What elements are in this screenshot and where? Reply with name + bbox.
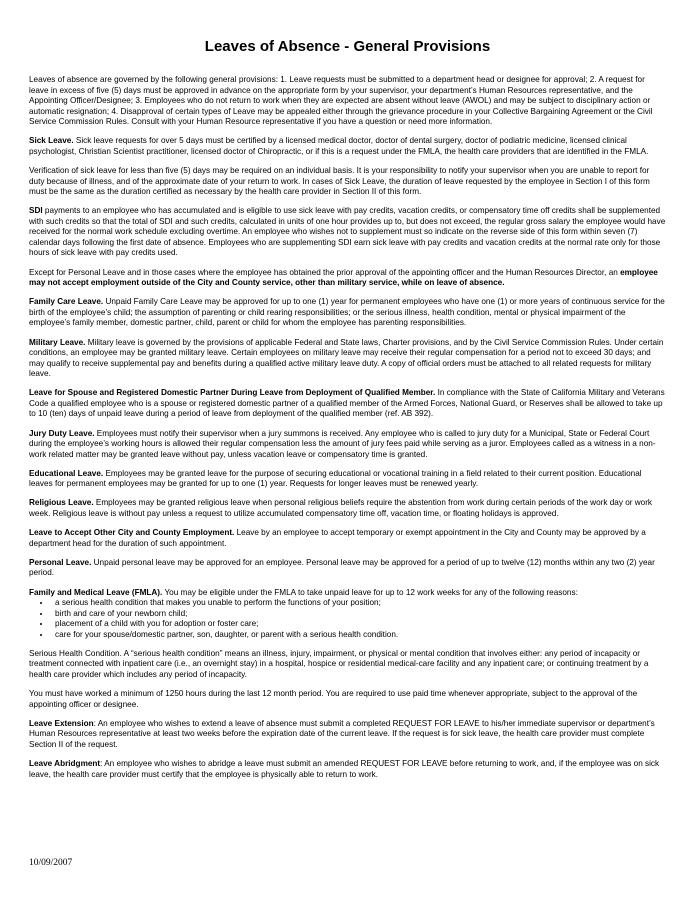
- paragraph-educational: [29, 469, 666, 490]
- leave-extension-heading: Leave Extension: [29, 718, 94, 728]
- spouse-partner-heading: Leave for Spouse and Registered Domestic Partner During Leave from Deployment of Qualified Member.: [29, 388, 436, 398]
- military-heading: Military Leave.: [29, 337, 86, 347]
- paragraph-military: [29, 338, 666, 380]
- document-title: Leaves of Absence - General Provisions: [204, 38, 491, 55]
- paragraph-outside-employment: [29, 268, 666, 289]
- sdi-heading: SDI: [29, 206, 43, 216]
- paragraph-jury-duty: [29, 429, 666, 461]
- outside-employment-text: Except for Personal Leave and in those cases where the employee has obtained the prior approval of the appointing officer and the Human Resources Director, an: [29, 267, 621, 277]
- list-item: • placement of a child with you for adoption or foster care;: [51, 619, 666, 630]
- paragraph-personal: [29, 558, 666, 579]
- educational-text: Employees may be granted leave for the purpose of securing educational or vocational training in a field related to their current position. Educational leaves for permanent employees may be granted for up to one (1) year. Requests for longer leaves must be renewed yearly.: [29, 468, 642, 489]
- list-item: • a serious health condition that makes you unable to perform the functions of your position;: [51, 598, 666, 609]
- fmla-reasons-list: [29, 598, 666, 640]
- sdi-text: payments to an employee who has accumulated and is eligible to use sick leave with pay credits, vacation credits, or compensatory time off credits shall be supplemented with such credits so that the total of SDI and such credits, calculated in units of one hour provides up to, but does not exceed, the regular gross salary the employee would have received for the normal work schedule excluding overtime. An employee who wishes not to supplement must so indicate on the reverse side of this form within seven (7) calendar days following the first date of absence. Employees who are supplementing SDI earn sick leave with pay credits and vacation credits at the normal rate only for those hours of sick leave with pay credits used.: [29, 206, 666, 258]
- paragraph-sick-leave: [29, 136, 666, 157]
- paragraph-fmla: [29, 588, 666, 599]
- paragraph-family-care: [29, 297, 666, 329]
- paragraph-spouse-partner: [29, 388, 666, 420]
- personal-heading: Personal Leave.: [29, 557, 92, 567]
- leave-extension-text: : An employee who wishes to extend a leave of absence must submit a completed REQUEST FOR LEAVE to his/her immediate supervisor or department’s Human Resources representative at least two weeks before the expiration date of the current leave. If the request is for sick leave, the health care provider must complete Section II of the request.: [29, 718, 655, 749]
- fmla-text: You may be eligible under the FMLA to take unpaid leave for up to 12 work weeks for any of the following reasons:: [162, 587, 578, 597]
- minimum-hours-text: You must have worked a minimum of 1250 hours during the last 12 month period. You are required to use paid time whenever appropriate, subject to the approval of the appointing officer or designee.: [29, 689, 638, 709]
- sick-leave-text: Sick leave requests for over 5 days must be certified by a licensed medical doctor, doctor of dental surgery, doctor of podiatric medicine, licensed clinical psychologist, Christian Scientist practitioner, licensed doctor of Chiropractic, or if this is a request under the FMLA, the health care providers that are identified in the FMLA.: [29, 136, 649, 156]
- other-city-text: Leave by an employee to accept temporary or exempt appointment in the City and County may be approved by a department head for the duration of such appointment.: [29, 528, 646, 548]
- personal-text: Unpaid personal leave may be approved for an employee. Personal leave may be approved for a period of up to twelve (12) months within any two (2) year period.: [29, 557, 655, 578]
- paragraph-religious: [29, 498, 666, 519]
- sick-leave-heading: Sick Leave.: [29, 136, 74, 146]
- spouse-partner-text: In compliance with the State of California Military and Veterans Code a qualified employee who is a spouse or registered domestic partner of a qualified member of the Armed Forces, National Guard, or Reserves shall be allowed to take up to 10 (ten) days of unpaid leave during a period of leave from deployment of the qualified member (ref. AB 392).: [29, 388, 665, 419]
- leave-abridgment-heading: Leave Abridgment: [29, 758, 101, 768]
- list-item: • birth and care of your newborn child;: [51, 609, 666, 620]
- paragraph-intro: [29, 75, 666, 128]
- footer-date: 10/09/2007: [29, 858, 73, 868]
- leave-abridgment-text: : An employee who wishes to abridge a leave must submit an amended REQUEST FOR LEAVE before returning to work, and, if the employee was on sick leave, the health care provider must certify that the employee is physically able to return to work.: [29, 758, 660, 779]
- fmla-heading: Family and Medical Leave (FMLA).: [29, 587, 163, 597]
- outside-employment-emphasis: employee may not accept employment outside of the City and County service, other than military service, while on leave of absence.: [29, 267, 658, 288]
- family-care-text: Unpaid Family Care Leave may be approved for up to one (1) year for permanent employees who have one (1) or more years of continuous service for the birth of the employee’s child; the assumption of parenting or child rearing responsibilities; or the serious illness, health condition, mental or physical impairment of the employee’s family member, domestic partner, child, parent or child for whom the employee has parenting responsibilities.: [29, 297, 665, 328]
- other-city-heading: Leave to Accept Other City and County Employment.: [29, 528, 235, 538]
- paragraph-leave-extension: [29, 719, 666, 751]
- jury-duty-heading: Jury Duty Leave.: [29, 428, 95, 438]
- paragraph-sdi: [29, 206, 666, 259]
- serious-health-text: Serious Health Condition. A “serious health condition” means an illness, injury, impairment, or physical or mental condition that involves either: any period of incapacity or treatment connected with inpatient care (i.e., an overnight stay) in a hospital, hospice or residential medical-care facility and any inpatient care; or continuing treatment by a health care provider which includes any period of incapacity.: [29, 648, 649, 679]
- family-care-heading: Family Care Leave.: [29, 297, 104, 307]
- educational-heading: Educational Leave.: [29, 468, 104, 478]
- list-item: • care for your spouse/domestic partner, son, daughter, or parent with a serious health condition.: [51, 630, 666, 641]
- religious-heading: Religious Leave.: [29, 498, 94, 508]
- paragraph-other-city-employment: [29, 528, 666, 549]
- military-text: Military leave is governed by the provisions of applicable Federal and State laws, Charter provisions, and by the Civil Service Commission Rules. Under certain conditions, an employee may be granted military leave. Certain employees on military leave may receive their regular compensation for a period not to exceed 30 days; and may qualify to receive supplemental pay and benefits during a qualified active military leave duty. A copy of official orders must be attached to all related requests for military leave.: [29, 337, 664, 379]
- paragraph-sick-verification: [29, 166, 666, 198]
- intro-text: Leaves of absence are governed by the following general provisions: 1. Leave requests must be submitted to a department head or designee for approval; 2. A request for leave in excess of five (5) days must be approved in advance on the appropriate form by your supervisor, your department’s Human Resources representative, and the Appointing Officer/Designee; 3. Employees who do not return to work when they are expected are absent without leave (AWOL) and may be subject to disciplinary action or automatic resignation; 4. Disapproval of certain types of Leave may be appealed either through the grievance procedure in your Collective Bargaining Agreement or the Civil Service Commission Rules. Consult with your Human Resource representative if you have a question or need more information.: [29, 75, 653, 127]
- paragraph-serious-health: [29, 649, 666, 681]
- sick-verification-text: Verification of sick leave for less than five (5) days may be required on an individual basis. It is your responsibility to notify your supervisor when you are unable to report for duty because of illness, and of the approximate date of your return to work. In cases of Sick Leave, the duration of leave requested by the employee in Section I of this form must be the same as the duration certified as necessary by the health care provider in Section II of this form.: [29, 166, 650, 197]
- religious-text: Employees may be granted religious leave when personal religious beliefs require the abstention from work during certain periods of the work day or work week. Religious leave is without pay unless a request to utilize accumulated compensatory time off, vacation time, or floating holidays is approved.: [29, 498, 653, 518]
- paragraph-leave-abridgment: [29, 759, 666, 780]
- paragraph-minimum-hours: [29, 689, 666, 710]
- jury-duty-text: Employees must notify their supervisor when a jury summons is received. Any employee who is called to jury duty for a Municipal, State or Federal Court during the employee’s working hours is allowed their regular compensation less the amount of jury fees paid while serving as a juror. Employees called as a witness in a non-work related matter may be granted leave without pay, unless vacation leave or compensatory time is granted.: [29, 428, 656, 459]
